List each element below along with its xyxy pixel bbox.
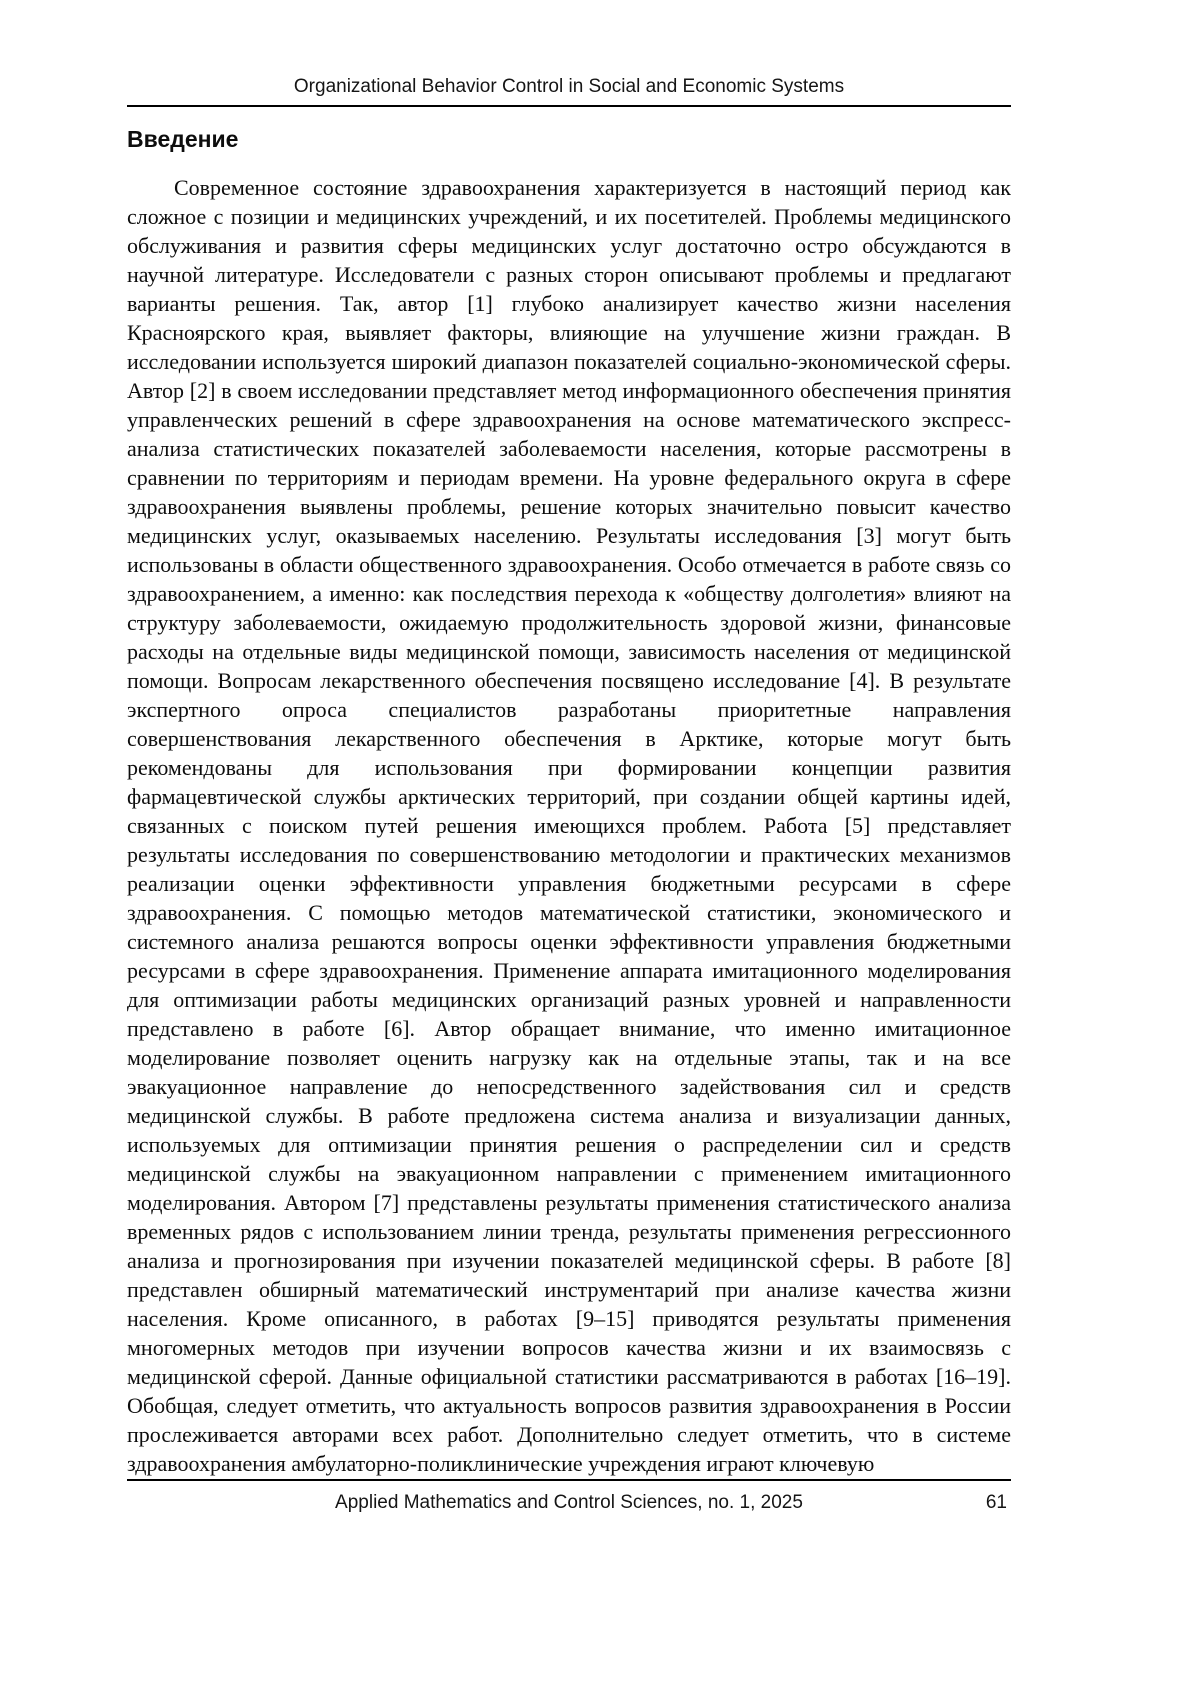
journal-reference: Applied Mathematics and Control Sciences, no. 1, 2025 — [335, 1492, 803, 1513]
header-rule — [127, 105, 1011, 107]
footer-line — [127, 1492, 1011, 1514]
page-header — [127, 76, 1011, 107]
section-title: Введение — [127, 126, 239, 152]
body-paragraph: Современное состояние здравоохранения характеризуется в настоящий период как сложное с позиции и медицинских учреждений, и их посетителей. Проблемы медицинского обслуживания и развития сферы медицинских услуг достаточно остро обсуждаются в научной литературе. Исследователи с разных сторон описывают проблемы и предлагают варианты решения. Так, автор [1] глубоко анализирует качество жизни населения Красноярского края, выявляет факторы, влияющие на улучшение жизни граждан. В исследовании используется широкий диапазон показателей социально-экономической сферы. Автор [2] в своем исследовании представляет метод информационного обеспечения принятия управленческих решений в сфере здравоохранения на основе математического экспресс-анализа статистических показателей заболеваемости населения, которые рассмотрены в сравнении по территориям и периодам времени. На уровне федерального округа в сфере здравоохранения выявлены проблемы, решение которых значительно повысит качество медицинских услуг, оказываемых населению. Результаты исследования [3] могут быть использованы в области общественного здравоохранения. Особо отмечается в работе связь со здравоохранением, а именно: как последствия перехода к «обществу долголетия» влияют на структуру заболеваемости, ожидаемую продолжительность здоровой жизни, финансовые расходы на отдельные виды медицинской помощи, зависимость населения от медицинской помощи. Вопросам лекарственного обеспечения посвящено исследование [4]. В результате экспертного опроса специалистов разработаны приоритетные направления совершенствования лекарственного обеспечения в Арктике, которые могут быть рекомендованы для использования при формировании концепции развития фармацевтической службы арктических территорий, при создании общей картины идей, связанных с поиском путей решения имеющихся проблем. Работа [5] представляет результаты исследования по совершенствованию методологии и практических механизмов реализации оценки эффективности управления бюджетными ресурсами в сфере здравоохранения. С помощью методов математической статистики, экономического и системного анализа решаются вопросы оценки эффективности управления бюджетными ресурсами в сфере здравоохранения. Применение аппарата имитационного моделирования для оптимизации работы медицинских организаций разных уровней и направленности представлено в работе [6]. Автор обращает внимание, что именно имитационное моделирование позволяет оценить нагрузку как на отдельные этапы, так и на все эвакуационное направление до непосредственного задействования сил и средств медицинской службы. В работе предложена система анализа и визуализации данных, используемых для оптимизации принятия решения о распределении сил и средств медицинской службы на эвакуационном направлении с применением имитационного моделирования. Автором [7] представлены результаты применения статистического анализа временных рядов с использованием линии тренда, результаты применения регрессионного анализа и прогнозирования при изучении показателей медицинской сферы. В работе [8] представлен обширный математический инструментарий при анализе качества жизни населения. Кроме описанного, в работах [9–15] приводятся результаты применения многомерных методов при изучении вопросов качества жизни и их взаимосвязь с медицинской сферой. Данные официальной статистики рассматриваются в работах [16–19]. Обобщая, следует отметить, что актуальность вопросов развития здравоохранения в России прослеживается авторами всех работ. Дополнительно следует отметить, что в системе здравоохранения амбулаторно-поликлинические учреждения играют ключевую — [127, 175, 1011, 1476]
page-footer — [127, 1479, 1011, 1514]
page-content — [127, 126, 1011, 1478]
page-number: 61 — [985, 1492, 1007, 1513]
footer-rule — [127, 1479, 1011, 1481]
running-title: Organizational Behavior Control in Social and Economic Systems — [293, 76, 845, 97]
